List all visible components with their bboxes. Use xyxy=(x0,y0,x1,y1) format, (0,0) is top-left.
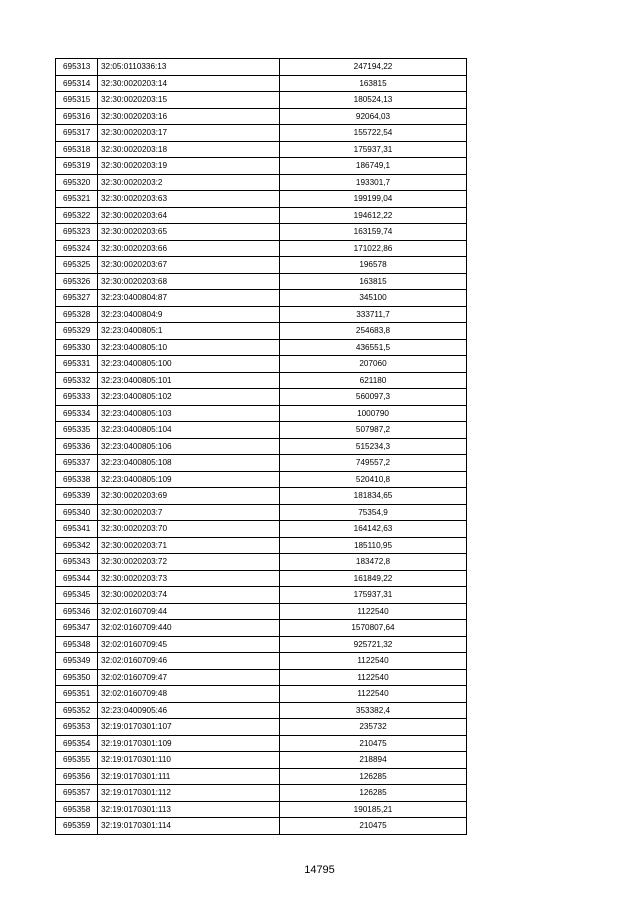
row-id-cell: 695334 xyxy=(56,405,98,422)
cadastral-number-cell: 32:23:0400805:103 xyxy=(98,405,280,422)
table-row xyxy=(56,273,467,290)
page-number: 14795 xyxy=(304,864,335,876)
value-cell: 185110,95 xyxy=(280,537,467,554)
table-row xyxy=(56,75,467,92)
cadastral-number-cell: 32:02:0160709:47 xyxy=(98,669,280,686)
cadastral-number-cell: 32:30:0020203:65 xyxy=(98,224,280,241)
row-id-cell: 695314 xyxy=(56,75,98,92)
value-cell: 560097,3 xyxy=(280,389,467,406)
value-cell: 199199,04 xyxy=(280,191,467,208)
cadastral-number-cell: 32:23:0400805:10 xyxy=(98,339,280,356)
table-row xyxy=(56,92,467,109)
table-row xyxy=(56,488,467,505)
table-row xyxy=(56,521,467,538)
table-row xyxy=(56,636,467,653)
row-id-cell: 695350 xyxy=(56,669,98,686)
row-id-cell: 695346 xyxy=(56,603,98,620)
row-id-cell: 695336 xyxy=(56,438,98,455)
cadastral-number-cell: 32:30:0020203:18 xyxy=(98,141,280,158)
cadastral-number-cell: 32:02:0160709:48 xyxy=(98,686,280,703)
table-row xyxy=(56,339,467,356)
row-id-cell: 695339 xyxy=(56,488,98,505)
cadastral-number-cell: 32:23:0400804:87 xyxy=(98,290,280,307)
row-id-cell: 695318 xyxy=(56,141,98,158)
value-cell: 126285 xyxy=(280,785,467,802)
value-cell: 175937,31 xyxy=(280,587,467,604)
value-cell: 190185,21 xyxy=(280,801,467,818)
cadastral-number-cell: 32:02:0160709:44 xyxy=(98,603,280,620)
row-id-cell: 695343 xyxy=(56,554,98,571)
row-id-cell: 695347 xyxy=(56,620,98,637)
table-row xyxy=(56,191,467,208)
value-cell: 1122540 xyxy=(280,653,467,670)
row-id-cell: 695329 xyxy=(56,323,98,340)
table-row xyxy=(56,719,467,736)
cadastral-number-cell: 32:19:0170301:110 xyxy=(98,752,280,769)
cadastral-number-cell: 32:30:0020203:72 xyxy=(98,554,280,571)
value-cell: 164142,63 xyxy=(280,521,467,538)
table-row xyxy=(56,207,467,224)
value-cell: 254683,8 xyxy=(280,323,467,340)
cadastral-number-cell: 32:30:0020203:70 xyxy=(98,521,280,538)
cadastral-number-cell: 32:30:0020203:68 xyxy=(98,273,280,290)
cadastral-number-cell: 32:23:0400805:1 xyxy=(98,323,280,340)
table-row xyxy=(56,158,467,175)
cadastral-number-cell: 32:23:0400805:102 xyxy=(98,389,280,406)
cadastral-number-cell: 32:19:0170301:112 xyxy=(98,785,280,802)
cadastral-number-cell: 32:19:0170301:111 xyxy=(98,768,280,785)
value-cell: 207060 xyxy=(280,356,467,373)
row-id-cell: 695357 xyxy=(56,785,98,802)
value-cell: 163815 xyxy=(280,273,467,290)
row-id-cell: 695351 xyxy=(56,686,98,703)
cadastral-number-cell: 32:19:0170301:107 xyxy=(98,719,280,736)
row-id-cell: 695335 xyxy=(56,422,98,439)
table-row xyxy=(56,455,467,472)
value-cell: 333711,7 xyxy=(280,306,467,323)
cadastral-number-cell: 32:30:0020203:69 xyxy=(98,488,280,505)
row-id-cell: 695348 xyxy=(56,636,98,653)
cadastral-number-cell: 32:30:0020203:14 xyxy=(98,75,280,92)
value-cell: 75354,9 xyxy=(280,504,467,521)
cadastral-number-cell: 32:19:0170301:114 xyxy=(98,818,280,835)
value-cell: 171022,86 xyxy=(280,240,467,257)
cadastral-number-cell: 32:02:0160709:45 xyxy=(98,636,280,653)
table-row xyxy=(56,785,467,802)
table-row xyxy=(56,141,467,158)
table-row xyxy=(56,735,467,752)
table-row xyxy=(56,603,467,620)
value-cell: 194612,22 xyxy=(280,207,467,224)
table-row xyxy=(56,570,467,587)
table-row xyxy=(56,356,467,373)
table-row xyxy=(56,257,467,274)
table-row xyxy=(56,372,467,389)
row-id-cell: 695352 xyxy=(56,702,98,719)
table-row xyxy=(56,108,467,125)
value-cell: 621180 xyxy=(280,372,467,389)
table-row xyxy=(56,752,467,769)
value-cell: 181834,65 xyxy=(280,488,467,505)
cadastral-number-cell: 32:30:0020203:2 xyxy=(98,174,280,191)
cadastral-number-cell: 32:23:0400805:101 xyxy=(98,372,280,389)
cadastral-number-cell: 32:30:0020203:71 xyxy=(98,537,280,554)
value-cell: 92064,03 xyxy=(280,108,467,125)
table-row xyxy=(56,323,467,340)
table-row xyxy=(56,125,467,142)
table-row xyxy=(56,669,467,686)
value-cell: 126285 xyxy=(280,768,467,785)
value-cell: 235732 xyxy=(280,719,467,736)
value-cell: 925721,32 xyxy=(280,636,467,653)
table-row xyxy=(56,554,467,571)
cadastral-number-cell: 32:23:0400905:46 xyxy=(98,702,280,719)
row-id-cell: 695330 xyxy=(56,339,98,356)
row-id-cell: 695332 xyxy=(56,372,98,389)
cadastral-number-cell: 32:30:0020203:15 xyxy=(98,92,280,109)
cadastral-number-cell: 32:30:0020203:66 xyxy=(98,240,280,257)
row-id-cell: 695323 xyxy=(56,224,98,241)
table-row xyxy=(56,389,467,406)
value-cell: 1122540 xyxy=(280,686,467,703)
row-id-cell: 695345 xyxy=(56,587,98,604)
row-id-cell: 695355 xyxy=(56,752,98,769)
row-id-cell: 695340 xyxy=(56,504,98,521)
table-row xyxy=(56,818,467,835)
row-id-cell: 695342 xyxy=(56,537,98,554)
cadastral-number-cell: 32:30:0020203:16 xyxy=(98,108,280,125)
table-row xyxy=(56,504,467,521)
cadastral-number-cell: 32:30:0020203:64 xyxy=(98,207,280,224)
cadastral-number-cell: 32:02:0160709:440 xyxy=(98,620,280,637)
value-cell: 218894 xyxy=(280,752,467,769)
table-row xyxy=(56,306,467,323)
row-id-cell: 695328 xyxy=(56,306,98,323)
cadastral-number-cell: 32:30:0020203:7 xyxy=(98,504,280,521)
row-id-cell: 695315 xyxy=(56,92,98,109)
table-row xyxy=(56,240,467,257)
row-id-cell: 695341 xyxy=(56,521,98,538)
value-cell: 193301,7 xyxy=(280,174,467,191)
value-cell: 749557,2 xyxy=(280,455,467,472)
value-cell: 175937,31 xyxy=(280,141,467,158)
row-id-cell: 695324 xyxy=(56,240,98,257)
table-row xyxy=(56,405,467,422)
value-cell: 210475 xyxy=(280,818,467,835)
table-row xyxy=(56,471,467,488)
value-cell: 507987,2 xyxy=(280,422,467,439)
row-id-cell: 695317 xyxy=(56,125,98,142)
row-id-cell: 695344 xyxy=(56,570,98,587)
cadastral-number-cell: 32:30:0020203:19 xyxy=(98,158,280,175)
value-cell: 520410,8 xyxy=(280,471,467,488)
table-row xyxy=(56,801,467,818)
value-cell: 247194,22 xyxy=(280,59,467,76)
value-cell: 1122540 xyxy=(280,669,467,686)
value-cell: 155722,54 xyxy=(280,125,467,142)
row-id-cell: 695358 xyxy=(56,801,98,818)
table-row xyxy=(56,702,467,719)
row-id-cell: 695359 xyxy=(56,818,98,835)
registry-table-body xyxy=(56,59,467,835)
table-row xyxy=(56,422,467,439)
value-cell: 345100 xyxy=(280,290,467,307)
value-cell: 1000790 xyxy=(280,405,467,422)
value-cell: 436551,5 xyxy=(280,339,467,356)
cadastral-number-cell: 32:30:0020203:17 xyxy=(98,125,280,142)
value-cell: 163159,74 xyxy=(280,224,467,241)
row-id-cell: 695353 xyxy=(56,719,98,736)
value-cell: 353382,4 xyxy=(280,702,467,719)
row-id-cell: 695316 xyxy=(56,108,98,125)
table-row xyxy=(56,620,467,637)
cadastral-number-cell: 32:05:0110336:13 xyxy=(98,59,280,76)
table-row xyxy=(56,587,467,604)
value-cell: 183472,8 xyxy=(280,554,467,571)
row-id-cell: 695321 xyxy=(56,191,98,208)
cadastral-number-cell: 32:23:0400805:109 xyxy=(98,471,280,488)
table-row xyxy=(56,59,467,76)
row-id-cell: 695338 xyxy=(56,471,98,488)
table-row xyxy=(56,174,467,191)
value-cell: 163815 xyxy=(280,75,467,92)
row-id-cell: 695337 xyxy=(56,455,98,472)
row-id-cell: 695319 xyxy=(56,158,98,175)
value-cell: 1122540 xyxy=(280,603,467,620)
cadastral-number-cell: 32:30:0020203:73 xyxy=(98,570,280,587)
value-cell: 180524,13 xyxy=(280,92,467,109)
cadastral-number-cell: 32:19:0170301:109 xyxy=(98,735,280,752)
row-id-cell: 695320 xyxy=(56,174,98,191)
cadastral-number-cell: 32:02:0160709:46 xyxy=(98,653,280,670)
row-id-cell: 695327 xyxy=(56,290,98,307)
table-row xyxy=(56,653,467,670)
row-id-cell: 695331 xyxy=(56,356,98,373)
value-cell: 210475 xyxy=(280,735,467,752)
row-id-cell: 695354 xyxy=(56,735,98,752)
row-id-cell: 695322 xyxy=(56,207,98,224)
table-row xyxy=(56,438,467,455)
cadastral-number-cell: 32:23:0400805:104 xyxy=(98,422,280,439)
cadastral-number-cell: 32:23:0400805:108 xyxy=(98,455,280,472)
row-id-cell: 695313 xyxy=(56,59,98,76)
table-row xyxy=(56,290,467,307)
cadastral-number-cell: 32:30:0020203:63 xyxy=(98,191,280,208)
row-id-cell: 695349 xyxy=(56,653,98,670)
row-id-cell: 695325 xyxy=(56,257,98,274)
value-cell: 515234,3 xyxy=(280,438,467,455)
row-id-cell: 695326 xyxy=(56,273,98,290)
registry-table xyxy=(55,58,467,835)
row-id-cell: 695356 xyxy=(56,768,98,785)
value-cell: 186749,1 xyxy=(280,158,467,175)
value-cell: 1570807,64 xyxy=(280,620,467,637)
table-row xyxy=(56,537,467,554)
table-row xyxy=(56,686,467,703)
value-cell: 161849,22 xyxy=(280,570,467,587)
cadastral-number-cell: 32:23:0400805:106 xyxy=(98,438,280,455)
table-row xyxy=(56,768,467,785)
row-id-cell: 695333 xyxy=(56,389,98,406)
cadastral-number-cell: 32:30:0020203:67 xyxy=(98,257,280,274)
cadastral-number-cell: 32:23:0400805:100 xyxy=(98,356,280,373)
cadastral-number-cell: 32:23:0400804:9 xyxy=(98,306,280,323)
cadastral-number-cell: 32:30:0020203:74 xyxy=(98,587,280,604)
cadastral-number-cell: 32:19:0170301:113 xyxy=(98,801,280,818)
value-cell: 196578 xyxy=(280,257,467,274)
table-row xyxy=(56,224,467,241)
